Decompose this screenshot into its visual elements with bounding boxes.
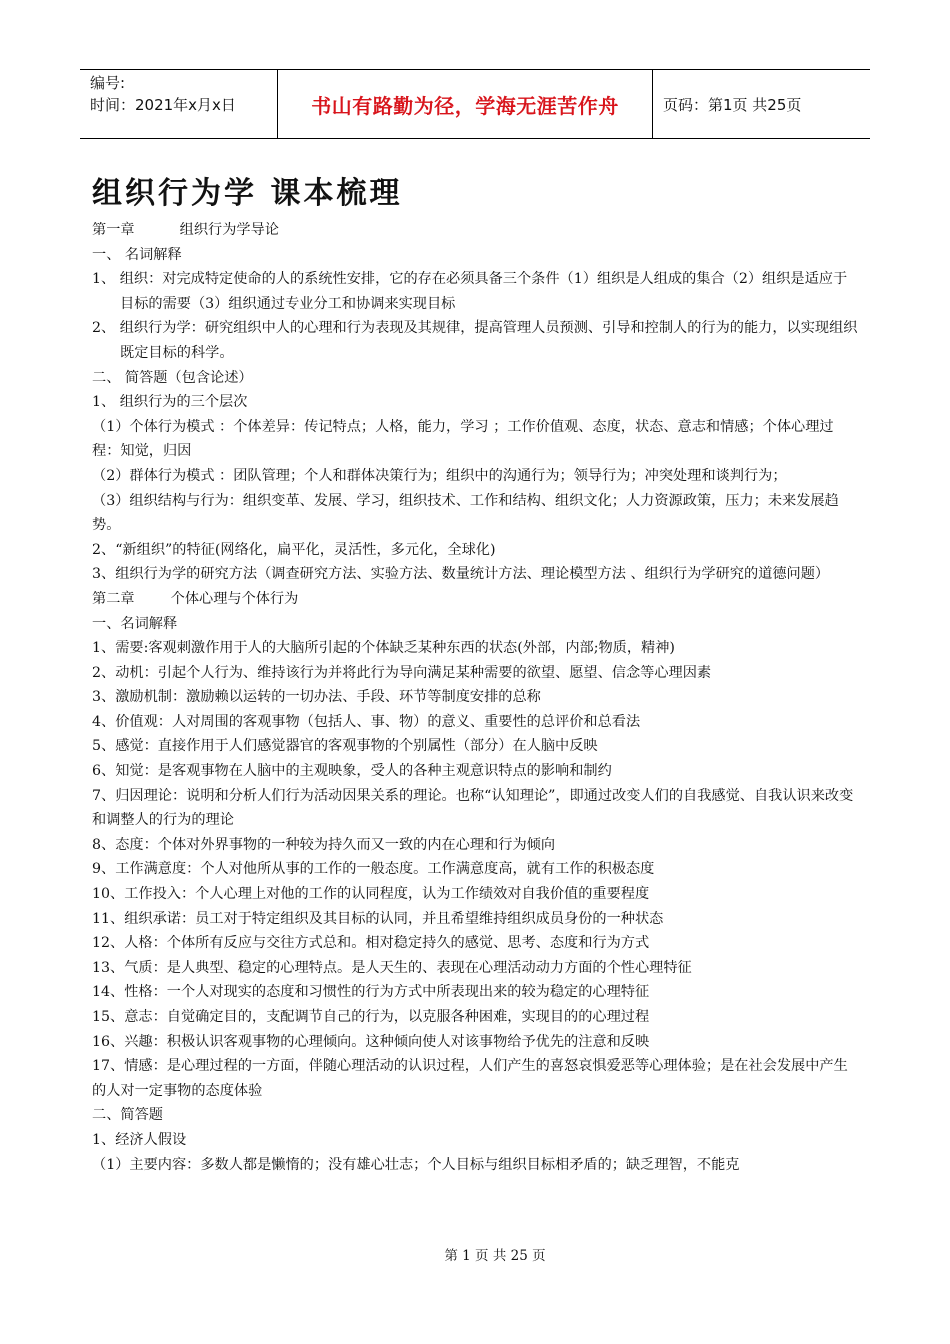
- definition-item: 1、需要:客观刺激作用于人的大脑所引起的个体缺乏某种东西的状态(外部，内部;物质，精神): [92, 640, 675, 657]
- document-date: 时间：2021年x月x日: [90, 96, 236, 114]
- definition-item: 1、 组织：对完成特定使命的人的系统性安排，它的存在必须具备三个条件（1）组织是人组成的集合（2）组织是适应于目标的需要（3）组织通过专业分工和协调来实现目标: [92, 271, 848, 312]
- page-footer: 第 1 页 共 25 页: [444, 1248, 546, 1264]
- definition-item: 3、激励机制：激励赖以运转的一切办法、手段、环节等制度安排的总称: [92, 689, 541, 706]
- definition-item: 15、意志：自觉确定目的，支配调节自己的行为，以克服各种困难，实现目的的心理过程: [92, 1009, 650, 1025]
- header-page-code: 页码：第1页 共25页: [663, 95, 802, 114]
- definition-item: 14、性格：一个人对现实的态度和习惯性的行为方式中所表现出来的较为稳定的心理特征: [92, 984, 650, 1001]
- answer-paragraph: （1）主要内容：多数人都是懒惰的；没有雄心壮志；个人目标与组织目标相矛盾的；缺乏理智，不能克: [92, 1156, 740, 1173]
- page-header: [80, 69, 870, 139]
- definition-item: 13、气质：是人典型、稳定的心理特点。是人天生的、表现在心理活动动力方面的个性心理特征: [92, 959, 692, 976]
- definition-item: 7、归因理论：说明和分析人们行为活动因果关系的理论。也称“认知理论”，即通过改变人们的自我感觉、自我认识来改变和调整人的行为的理论: [92, 787, 854, 829]
- section-heading: 二、 简答题（包含论述）: [92, 369, 253, 386]
- section-heading: 二、简答题: [92, 1107, 163, 1124]
- header-motto: 书山有路勤为径，学海无涯苦作舟: [278, 70, 653, 138]
- question-item: 3、组织行为学的研究方法（调查研究方法、实验方法、数量统计方法、理论模型方法 、组织行为学研究的道德问题）: [92, 566, 830, 583]
- document-title: 组织行为学 课本梳理: [92, 176, 403, 211]
- chapter-1-heading: 第一章 组织行为学导论: [92, 222, 279, 238]
- definition-item: 11、组织承诺：员工对于特定组织及其目标的认同，并且希望维持组织成员身份的一种状态: [92, 910, 664, 927]
- definition-item: 8、态度：个体对外界事物的一种较为持久而又一致的内在心理和行为倾向: [92, 836, 556, 853]
- answer-paragraph: （1）个体行为模式 ：个体差异：传记特点；人格，能力，学习 ；工作价值观、态度，状态、意志和情感；个体心理过程：知觉，归因: [92, 418, 834, 460]
- definition-item: 2、动机：引起个人行为、维持该行为并将此行为导向满足某种需要的欲望、愿望、信念等心理因素: [92, 664, 712, 681]
- definition-item: 17、情感：是心理过程的一方面，伴随心理活动的认识过程，人们产生的喜怒哀惧爱恶等心理体验；是在社会发展中产生的人对一定事物的态度体验: [92, 1058, 848, 1099]
- definition-item: 12、人格：个体所有反应与交往方式总和。相对稳定持久的感觉、思考、态度和行为方式: [92, 935, 650, 952]
- question-item: 1、经济人假设: [92, 1131, 187, 1148]
- section-heading: 一、名词解释: [92, 615, 178, 632]
- question-item: 2、“新组织”的特征(网络化，扁平化，灵活性，多元化，全球化): [92, 541, 496, 558]
- definition-item: 9、工作满意度：个人对他所从事的工作的一般态度。工作满意度高，就有工作的积极态度: [92, 861, 655, 878]
- document-body: [92, 218, 860, 1177]
- document-number-label: 编号:: [90, 74, 126, 92]
- definition-item: 5、感觉：直接作用于人们感觉器官的客观事物的个别属性（部分）在人脑中反映: [92, 738, 598, 755]
- section-heading: 一、 名词解释: [92, 246, 182, 263]
- answer-paragraph: （2）群体行为模式 ：团队管理；个人和群体决策行为；组织中的沟通行为；领导行为；冲突处理和谈判行为；: [92, 467, 787, 484]
- definition-item: 10、工作投入：个人心理上对他的工作的认同程度，认为工作绩效对自我价值的重要程度: [92, 886, 650, 903]
- definition-item: 16、兴趣：积极认识客观事物的心理倾向。这种倾向使人对该事物给予优先的注意和反映: [92, 1033, 650, 1050]
- question-item: 1、 组织行为的三个层次: [92, 394, 248, 411]
- chapter-2-heading: 第二章 个体心理与个体行为: [92, 590, 299, 607]
- definition-item: 4、价值观：人对周围的客观事物（包括人、事、物）的意义、重要性的总评价和总看法: [92, 713, 641, 730]
- definition-item: 6、知觉：是客观事物在人脑中的主观映象，受人的各种主观意识特点的影响和制约: [92, 763, 612, 780]
- header-meta: [80, 70, 278, 138]
- answer-paragraph: （3）组织结构与行为：组织变革、发展、学习，组织技术、工作和结构、组织文化；人力资源政策，压力；未来发展趋势。: [92, 492, 839, 534]
- definition-item: 2、 组织行为学：研究组织中人的心理和行为表现及其规律，提高管理人员预测、引导和控制人的行为的能力，以实现组织既定目标的科学。: [92, 320, 858, 361]
